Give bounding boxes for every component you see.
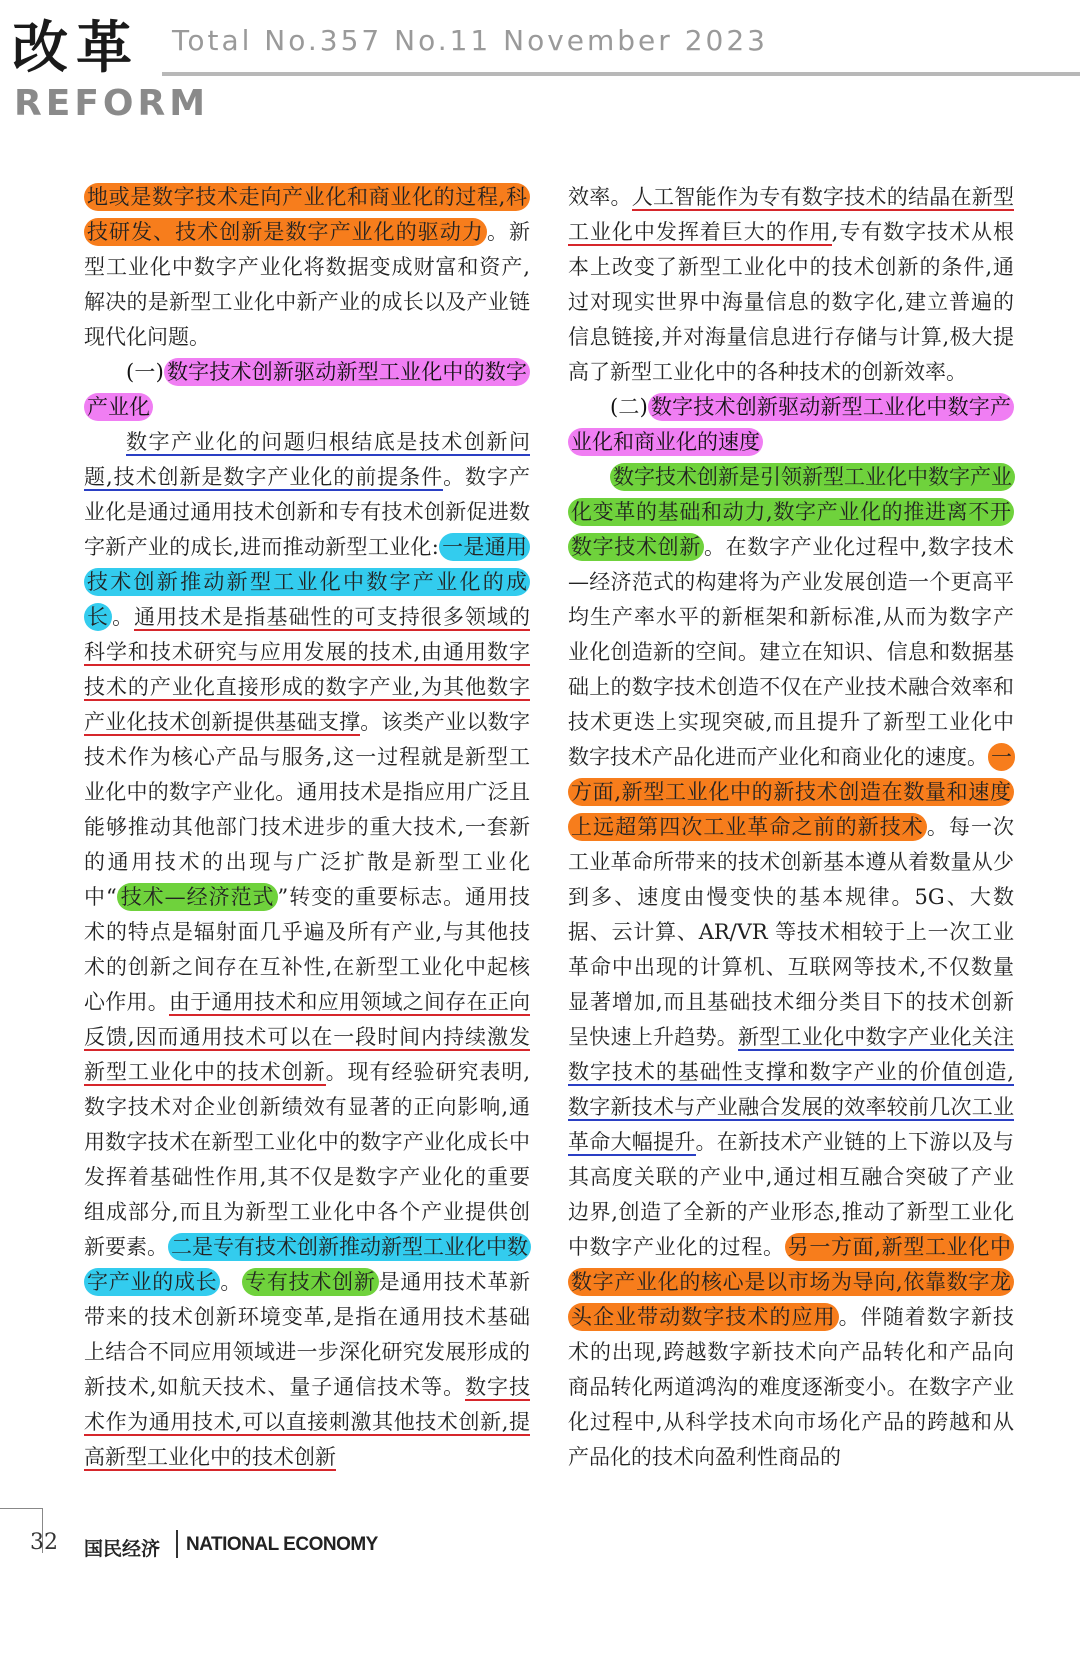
green-highlight: 技术—经济范式 [117, 883, 278, 911]
blue-underline: 新型工业化中数字产业化关注数字技术的基础性支撑和数字产业的价值创造,数字新技术与产业融合发展的效率较前几次工业革命大幅提升 [568, 1025, 1014, 1154]
body-text: 是通用技术革新带来的技术创新环境变革,是指在通用技术基础上结合不同应用领域进一步深化研究发展形成的新技术,如航天技术、量子通信技术等。 [84, 1270, 531, 1399]
journal-logo-cn: 改革 [12, 15, 140, 81]
paragraph [84, 425, 530, 1475]
red-underline: 由于通用技术和应用领域之间存在正向反馈,因而通用技术可以在一段时间内持续激发新型工业化中的技术创新 [84, 990, 530, 1084]
red-underline: 通用技术是指基础性的可支持很多领域的科学和技术研究与应用发展的技术,由通用数字技术的产业化直接形成的数字产业,为其他数字产业化技术创新提供基础支撑 [84, 605, 531, 734]
section-name-cn: 国民经济 [84, 1538, 161, 1560]
heading-number: (一) [126, 360, 164, 384]
left-column [84, 180, 530, 1475]
body-text: 。 [112, 605, 135, 629]
page-number: 32 [30, 1530, 58, 1555]
body-text: 。 [220, 1270, 243, 1294]
cyan-highlight: 二是专有技术创新推动新型工业化中数字产业的成长 [84, 1233, 531, 1296]
section-name-en: NATIONAL ECONOMY [186, 1534, 378, 1555]
body-text: 。数字产业化是通过通用技术创新和专有技术创新促进数字新产业的成长,进而推动新型工业化: [84, 465, 530, 559]
right-column [568, 180, 1014, 1475]
body-text: 。在新技术产业链的上下游以及与其高度关联的产业中,通过相互融合突破了产业边界,创造了全新的产业形态,推动了新型工业化中数字产业化的过程。 [568, 1130, 1014, 1259]
orange-highlight: 地或是数字技术走向产业化和商业化的过程,科技研发、技术创新是数字产业化的驱动力 [84, 183, 530, 246]
cyan-highlight: 一是通用技术创新推动新型工业化中数字产业化的成长 [84, 533, 530, 631]
journal-logo-en: REFORM [14, 83, 210, 124]
green-highlight: 专有技术创新 [242, 1268, 378, 1296]
orange-highlight: 一方面,新型工业化中的新技术创造在数量和速度上远超第四次工业革命之前的新技术 [568, 743, 1015, 841]
pink-highlight: 数字技术创新驱动新型工业化中的数字产业化 [84, 358, 530, 421]
blue-underline: 数字产业化的问题归根结底是技术创新问题,技术创新是数字产业化的前提条件 [84, 430, 530, 489]
body-text: 。每一次工业革命所带来的技术创新基本遵从着数量从少到多、速度由慢变快的基本规律。5G、大数据、云计算、AR/VR 等技术相较于上一次工业革命中出现的计算机、互联网等技术,不仅数量显著增加,而且基础技术细分类目下的技术创新呈快速上升趋势。 [568, 815, 1015, 1049]
paragraph [568, 460, 1014, 1475]
heading-number: (二) [610, 395, 648, 419]
paragraph [568, 180, 1014, 390]
orange-highlight: 另一方面,新型工业化中数字产业化的核心是以市场为导向,依靠数字龙头企业带动数字技术的应用 [568, 1233, 1014, 1331]
body-text: 效率。 [568, 185, 632, 209]
section-heading-2 [568, 390, 1014, 460]
red-underline: 数字技术作为通用技术,可以直接刺激其他技术创新,提高新型工业化中的技术创新 [84, 1375, 530, 1469]
issue-info: Total No.357 No.11 November 2023 [172, 24, 768, 57]
footer-separator [176, 1530, 178, 1558]
body-text: 。在数字产业化过程中,数字技术—经济范式的构建将为产业发展创造一个更高平均生产率水平的新框架和新标准,从而为数字产业化创造新的空间。建立在知识、信息和数据基础上的数字技术创造不仅在产业技术融合效率和技术更迭上实现突破,而且提升了新型工业化中数字技术产品化进而产业化和商业化的速度。 [568, 535, 1014, 769]
red-underline: 人工智能作为专有数字技术的结晶在新型工业化中发挥着巨大的作用 [568, 185, 1014, 244]
paragraph [84, 180, 530, 355]
body-text: 。伴随着数字新技术的出现,跨越数字新技术向产品转化和产品向商品转化两道鸿沟的难度逐渐变小。在数字产业化过程中,从科学技术向市场化产品的跨越和从产品化的技术向盈利性商品的 [568, 1305, 1015, 1469]
body-text: ”转变的重要标志。通用技术的特点是辐射面几乎遍及所有产业,与其他技术的创新之间存在互补性,在新型工业化中起核心作用。 [84, 885, 530, 1014]
body-text: 。该类产业以数字技术作为核心产品与服务,这一过程就是新型工业化中的数字产业化。通用技术是指应用广泛且能够推动其他部门技术进步的重大技术,一套新的通用技术的出现与广泛扩散是新型工业化中“ [84, 710, 530, 909]
pink-highlight: 数字技术创新驱动新型工业化中数字产业化和商业化的速度 [568, 393, 1014, 456]
green-highlight: 数字技术创新是引领新型工业化中数字产业化变革的基础和动力,数字产业化的推进离不开数字技术创新 [568, 463, 1015, 561]
header-divider [162, 72, 1080, 76]
section-heading-1 [84, 355, 530, 425]
body-text: 。新型工业化中数字产业化将数据变成财富和资产,解决的是新型工业化中新产业的成长以及产业链现代化问题。 [84, 220, 531, 349]
body-text: ,专有数字技术从根本上改变了新型工业化中的技术创新的条件,通过对现实世界中海量信息的数字化,建立普遍的信息链接,并对海量信息进行存储与计算,极大提高了新型工业化中的各种技术的创新效率。 [568, 220, 1014, 384]
body-text: 。现有经验研究表明,数字技术对企业创新绩效有显著的正向影响,通用数字技术在新型工业化中的数字产业化成长中发挥着基础性作用,其不仅是数字产业化的重要组成部分,而且为新型工业化中各个产业提供创新要素。 [84, 1060, 530, 1259]
